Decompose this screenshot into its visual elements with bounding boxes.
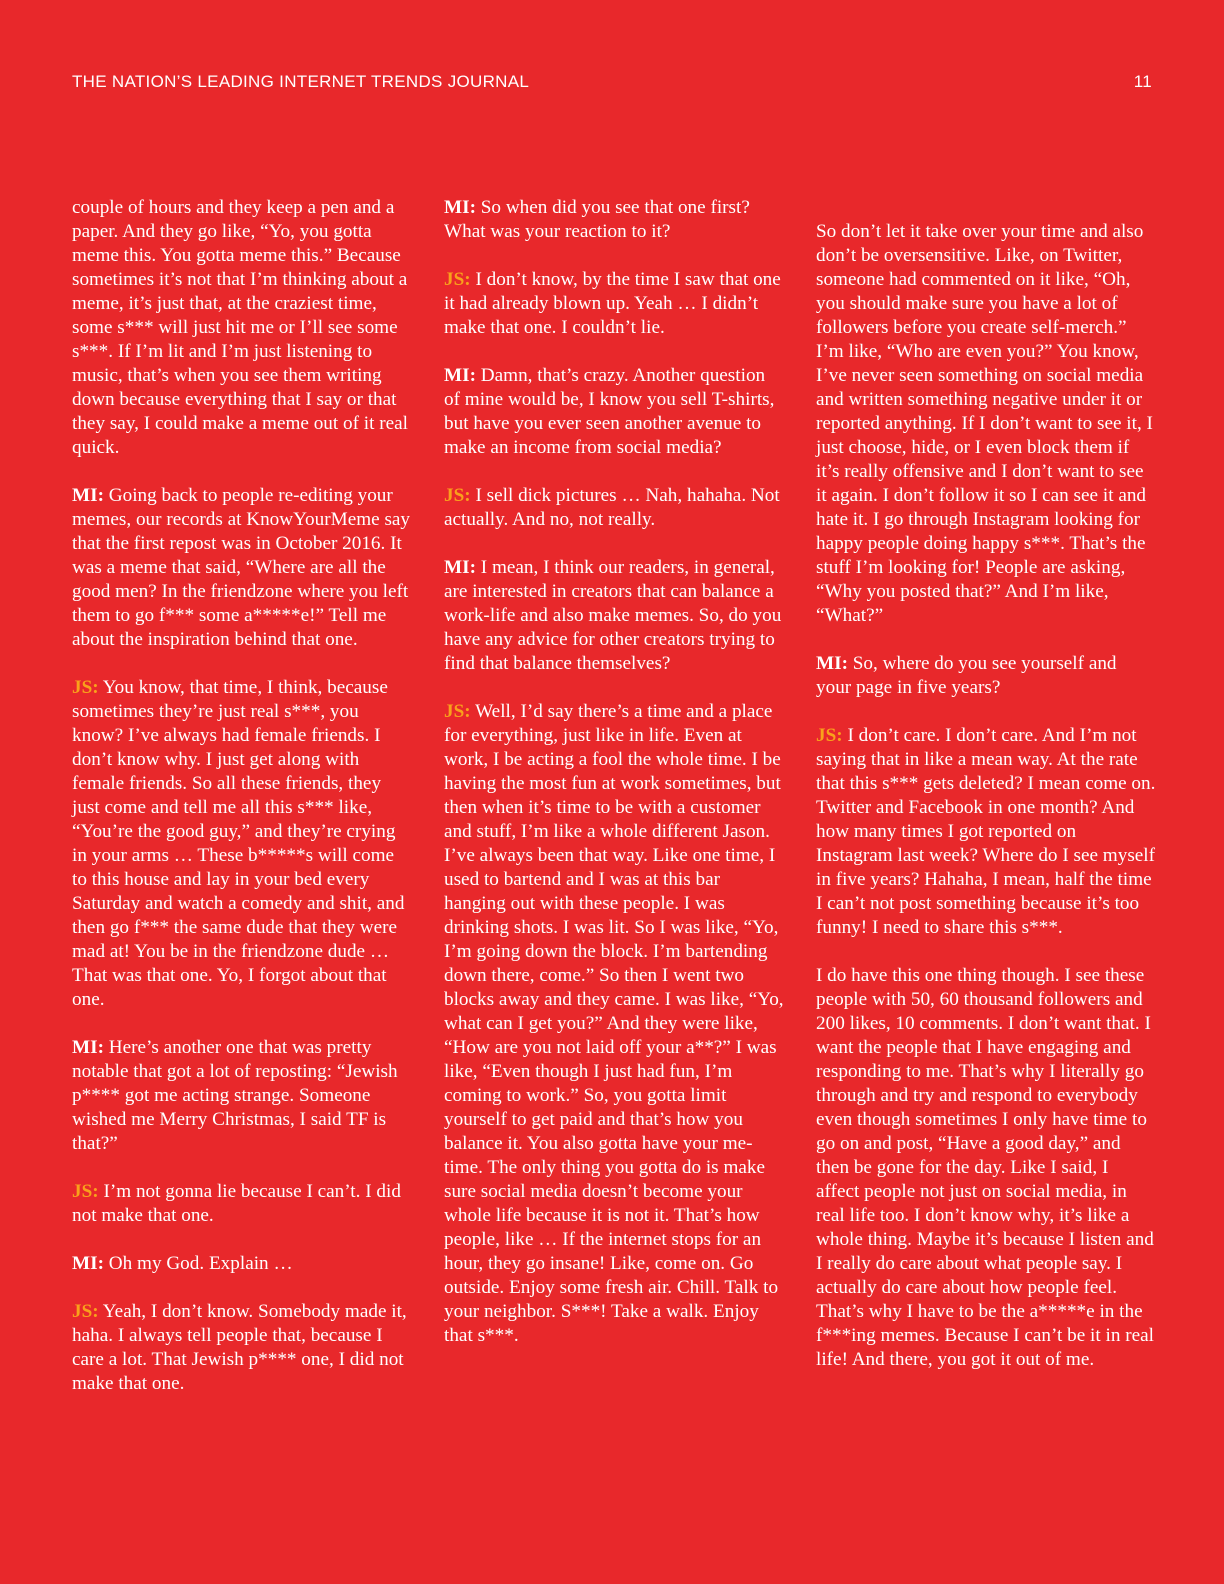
paragraph bbox=[444, 196, 784, 244]
speaker-label: MI: bbox=[444, 557, 476, 578]
speaker-label: JS: bbox=[444, 485, 471, 506]
paragraph bbox=[72, 1300, 412, 1396]
paragraph bbox=[72, 1252, 412, 1276]
paragraph-text: I do have this one thing though. I see these people with 50, 60 thousand followers and 200 likes, 10 comments. I don’t want that. I want the people that I have engaging and responding to me. That’s why I literally go through and try and respond to everybody even though sometimes I only have time to go on and post, “Have a good day,” and then be gone for the day. Like I said, I affect people not just on social media, in real life too. I don’t know why, it’s like a whole thing. Maybe it’s because I listen and I really do care about what people say. I actually do care about how people feel. That’s why I have to be the a*****e in the f***ing memes. Because I can’t be it in real life! And there, you got it out of me. bbox=[816, 965, 1154, 1370]
text-column-2 bbox=[444, 196, 784, 1372]
paragraph-text: So, where do you see yourself and your page in five years? bbox=[816, 653, 1117, 698]
paragraph-text: Going back to people re-editing your memes, our records at KnowYourMeme say that the first repost was in October 2016. It was a meme that said, “Where are all the good men? In the friendzone where you left them to go f*** some a*****e!” Tell me about the inspiration behind that one. bbox=[72, 485, 411, 650]
paragraph bbox=[816, 964, 1156, 1372]
speaker-label: MI: bbox=[444, 197, 476, 218]
speaker-label: JS: bbox=[816, 725, 843, 746]
paragraph-text: So don’t let it take over your time and also don’t be oversensitive. Like, on Twitter, someone had commented on it like, “Oh, you should make sure you have a lot of followers before you create self-merch.” I’m like, “Who are even you?” You know, I’ve never seen something on social media and written something negative under it or reported anything. If I don’t want to see it, I just choose, hide, or I even block them if it’s really offensive and I don’t want to see it again. I don’t follow it so I can see it and hate it. I go through Instagram looking for happy people doing happy s***. That’s the stuff I’m looking for! People are asking, “Why you posted that?” And I’m like, “What?” bbox=[816, 221, 1153, 626]
speaker-label: JS: bbox=[72, 1181, 99, 1202]
speaker-label: JS: bbox=[444, 269, 471, 290]
text-column-1 bbox=[72, 196, 412, 1420]
speaker-label: MI: bbox=[816, 653, 848, 674]
text-column-3 bbox=[816, 220, 1156, 1396]
paragraph-text: Oh my God. Explain … bbox=[108, 1253, 293, 1274]
paragraph bbox=[816, 724, 1156, 940]
paragraph bbox=[72, 196, 412, 460]
paragraph-text: I mean, I think our readers, in general, are interested in creators that can balance a work-life and also make memes. So, do you have any advice for other creators trying to find that balance themselves? bbox=[444, 557, 782, 674]
paragraph-text: couple of hours and they keep a pen and a paper. And they go like, “Yo, you gotta meme this. You gotta meme this.” Because sometimes it’s not that I’m thinking about a meme, it’s just that, at the craziest time, some s*** will just hit me or I’ll see some s***. If I’m lit and I’m just listening to music, that’s when you see them writing down because everything that I say or that they say, I could make a meme out of it real quick. bbox=[72, 197, 409, 458]
paragraph-text: Damn, that’s crazy. Another question of mine would be, I know you sell T-shirts, but have you ever seen another avenue to make an income from social media? bbox=[444, 365, 775, 458]
paragraph-text: Yeah, I don’t know. Somebody made it, haha. I always tell people that, because I care a lot. That Jewish p**** one, I did not make that one. bbox=[72, 1301, 407, 1394]
paragraph bbox=[444, 700, 784, 1348]
page-number: 11 bbox=[1133, 72, 1152, 91]
paragraph bbox=[816, 220, 1156, 628]
speaker-label: MI: bbox=[72, 485, 104, 506]
speaker-label: JS: bbox=[72, 677, 99, 698]
paragraph-text: Well, I’d say there’s a time and a place for everything, just like in life. Even at work, I be acting a fool the whole time. I be having the most fun at work sometimes, but then when it’s time to be with a customer and stuff, I’m like a whole different Jason. I’ve always been that way. Like one time, I used to bartend and I was at this bar hanging out with these people. I was drinking shots. I was lit. So I was like, “Yo, I’m going down the block. I’m bartending down there, come.” So then I went two blocks away and they came. I was like, “Yo, what can I get you?” And they were like, “How are you not laid off your a**?” I was like, “Even though I just had fun, I’m coming to work.” So, you gotta limit yourself to get paid and that’s how you balance it. You also gotta have your me-time. The only thing you gotta do is make sure social media doesn’t become your whole life because it is not it. That’s how people, like … If the internet stops for an hour, they go insane! Like, come on. Go outside. Enjoy some fresh air. Chill. Talk to your neighbor. S***! Take a walk. Enjoy that s***. bbox=[444, 701, 784, 1346]
speaker-label: MI: bbox=[72, 1037, 104, 1058]
page-header bbox=[72, 72, 1152, 96]
paragraph bbox=[444, 556, 784, 676]
speaker-label: JS: bbox=[72, 1301, 99, 1322]
paragraph bbox=[72, 1180, 412, 1228]
journal-title: THE NATION’S LEADING INTERNET TRENDS JOURNAL bbox=[72, 72, 530, 91]
paragraph bbox=[444, 268, 784, 340]
paragraph bbox=[72, 484, 412, 652]
speaker-label: MI: bbox=[72, 1253, 104, 1274]
paragraph-text: I don’t know, by the time I saw that one it had already blown up. Yeah … I didn’t make that one. I couldn’t lie. bbox=[444, 269, 781, 338]
paragraph-text: I’m not gonna lie because I can’t. I did not make that one. bbox=[72, 1181, 401, 1226]
paragraph bbox=[444, 364, 784, 460]
speaker-label: JS: bbox=[444, 701, 471, 722]
paragraph-text: You know, that time, I think, because sometimes they’re just real s***, you know? I’ve always had female friends. I don’t know why. I just get along with female friends. So all these friends, they just come and tell me all this s*** like, “You’re the good guy,” and they’re crying in your arms … These b*****s will come to this house and lay in your bed every Saturday and watch a comedy and shit, and then go f*** the same dude that they were mad at! You be in the friendzone dude … That was that one. Yo, I forgot about that one. bbox=[72, 677, 405, 1010]
paragraph bbox=[444, 484, 784, 532]
paragraph bbox=[816, 652, 1156, 700]
paragraph bbox=[72, 676, 412, 1012]
paragraph-text: I sell dick pictures … Nah, hahaha. Not actually. And no, not really. bbox=[444, 485, 780, 530]
paragraph-text: So when did you see that one first? What was your reaction to it? bbox=[444, 197, 750, 242]
paragraph-text: Here’s another one that was pretty notable that got a lot of reposting: “Jewish p**** got me acting strange. Someone wished me Merry Christmas, I said TF is that?” bbox=[72, 1037, 398, 1154]
paragraph bbox=[72, 1036, 412, 1156]
paragraph-text: I don’t care. I don’t care. And I’m not saying that in like a mean way. At the rate that this s*** gets deleted? I mean come on. Twitter and Facebook in one month? And how many times I got reported on Instagram last week? Where do I see myself in five years? Hahaha, I mean, half the time I can’t not post something because it’s too funny! I need to share this s***. bbox=[816, 725, 1156, 938]
speaker-label: MI: bbox=[444, 365, 476, 386]
